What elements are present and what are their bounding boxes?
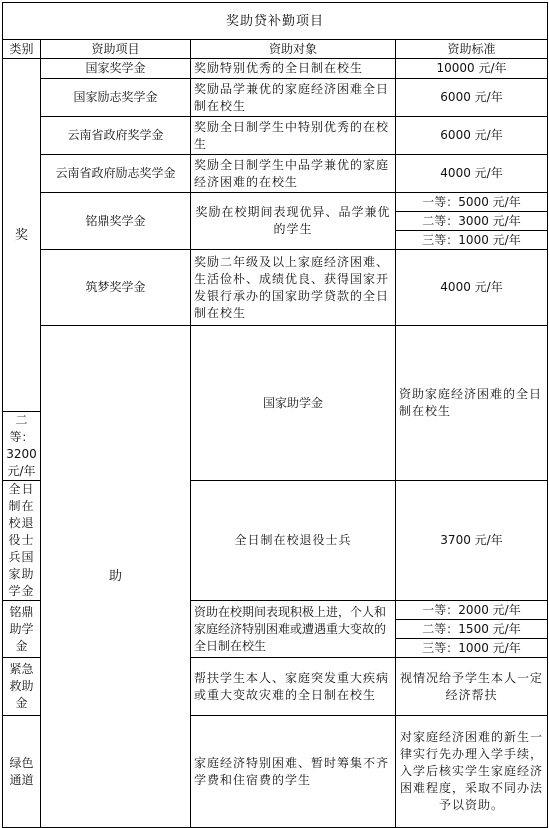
project-name: 国家助学金: [191, 326, 396, 481]
header-row: [3, 40, 548, 59]
project-name: 全日制在校退役士兵国家助学金: [3, 481, 41, 601]
project-target: 奖励品学兼优的家庭经济困难全日制在校生: [191, 79, 396, 117]
project-standard: 6000 元/年: [396, 117, 548, 155]
table-row: [3, 59, 548, 79]
project-standard: 4000 元/年: [396, 250, 548, 326]
table-row: [3, 79, 548, 117]
tier-standard: 三等：1000 元/年: [396, 231, 548, 250]
table-title: 奖助贷补勤项目: [3, 3, 548, 40]
header-target: 资助对象: [191, 40, 396, 59]
project-standard: 视情况给予学生本人一定经济帮扶: [396, 658, 548, 716]
tier-standard: 三等：1000 元/年: [396, 639, 548, 658]
project-target: 奖励全日制学生中品学兼优的家庭经济困难的在校生: [191, 155, 396, 193]
project-name: 国家奖学金: [41, 59, 191, 79]
project-target: 家庭经济特别困难、暂时筹集不齐学费和住宿费的学生: [191, 716, 396, 828]
table-row: [3, 117, 548, 155]
subsidy-table-container: [2, 2, 547, 828]
tier-standard: 二等：3000 元/年: [396, 212, 548, 231]
project-target: 奖励二年级及以上家庭经济困难、生活俭朴、成绩优良、获得国家开发银行承办的国家助学贷款的全日制在校生: [191, 250, 396, 326]
project-name: 铭鼎助学金: [3, 601, 41, 658]
tier-standard: 一等：5000 元/年: [396, 193, 548, 212]
project-target: 资助在校期间表现积极上进，个人和家庭经济特别困难或遭遇重大变故的全日制在校生: [191, 601, 396, 658]
project-target: 全日制在校退役士兵: [191, 481, 396, 601]
project-name: 筑梦奖学金: [41, 250, 191, 326]
project-standard: 对家庭经济困难的新生一律实行先办理入学手续，入学后核实学生家庭经济困难程度，采取不同办法予以资助。: [396, 716, 548, 828]
project-name: 云南省政府励志奖学金: [41, 155, 191, 193]
project-name: 国家励志奖学金: [41, 79, 191, 117]
project-standard: 3700 元/年: [396, 481, 548, 601]
project-standard: 10000 元/年: [396, 59, 548, 79]
project-target: 奖励在校期间表现优异、品学兼优的学生: [191, 193, 396, 250]
category-aid: 助: [41, 326, 191, 828]
tier-standard: 二等：3200 元/年: [3, 412, 41, 481]
project-target: 奖励特别优秀的全日制在校生: [191, 59, 396, 79]
project-name: 紧急救助金: [3, 658, 41, 716]
tier-standard: 一等：2000 元/年: [396, 601, 548, 620]
project-name: 铭鼎奖学金: [41, 193, 191, 250]
table-row: [3, 326, 548, 412]
table-row: [3, 250, 548, 326]
category-reward: 奖: [3, 59, 41, 412]
project-name: 绿色通道: [3, 716, 41, 828]
project-target: 奖励全日制学生中特别优秀的在校生: [191, 117, 396, 155]
project-standard: 6000 元/年: [396, 79, 548, 117]
project-name: 云南省政府奖学金: [41, 117, 191, 155]
project-target: 帮扶学生本人、家庭突发重大疾病或重大变故灾难的全日制在校生: [191, 658, 396, 716]
table-row: [3, 193, 548, 212]
project-target: 资助家庭经济困难的全日制在校生: [396, 326, 548, 481]
table-row: [3, 155, 548, 193]
project-standard: 4000 元/年: [396, 155, 548, 193]
header-standard: 资助标准: [396, 40, 548, 59]
tier-standard: 二等：1500 元/年: [396, 620, 548, 639]
subsidy-table: [2, 2, 548, 828]
header-project: 资助项目: [41, 40, 191, 59]
header-category: 类别: [3, 40, 41, 59]
